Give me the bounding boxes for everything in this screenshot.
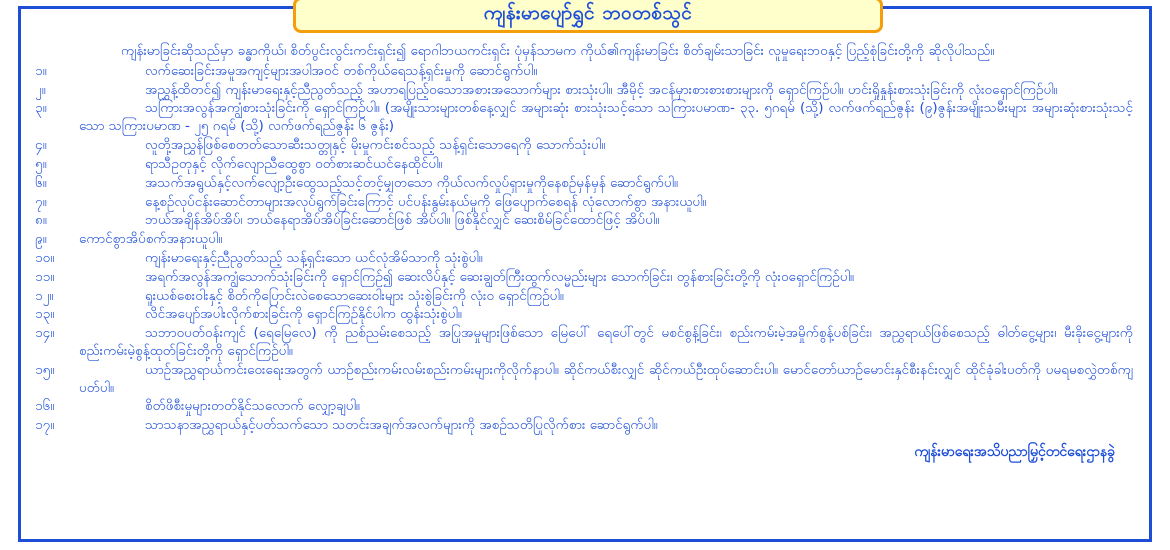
- list-item: [35, 100, 1139, 136]
- list-item-text: သကြားအလွန်အကျွံစားသုံးခြင်းကို ရှောင်ကြဉ်ပါ။ (အမျိုးသားများတစ်နေ့လျှင် အများဆုံး စားသုံးသင့်သော သကြားပမာဏ- ၃၃. ၅ဂရမ် (သို့) လက်ဖက်ရည်ဇွန်း (၉)ဇွန်းအမျိုးသမီးများ အများဆုံးစားသုံးသင့်သော သကြားပမာဏ - ၂၅ ဂရမ် (သို့) လက်ဖက်ရည်ဇွန်း ၆ ဇွန်း): [79, 100, 1133, 135]
- list-item-text: ကောင်စွာအိပ်စက်အနားယူပါ။: [79, 231, 223, 248]
- list-item-number: ၁၀။: [35, 249, 55, 266]
- list-item-number: ၇။: [35, 193, 47, 210]
- list-item-text: ရူးယစ်စေးဝါးနှင့် စိတ်ကိုပြောင်းလဲစေသောဆေးဝါးများ သုံးစွဲခြင်းကို လုံးဝ ရှောင်ကြဉ်ပါ။: [145, 287, 564, 304]
- list-item: [35, 231, 1139, 249]
- list-item-text: လိင်အပျော်အပါးလိုက်စားခြင်းကို ရှောင်ကြဉ်နိုင်ပါက ထွန်းသုံးစွဲပါ။: [145, 306, 462, 323]
- title-banner: [293, 0, 883, 33]
- list-item-text: ကျန်းမာရေးနှင့်ညီညွတ်သည့် သန့်ရှင်းသော ယင်လုံအိမ်သာကို သုံးစွဲပါ။: [145, 249, 483, 266]
- list-item-number: ၉။: [35, 231, 47, 248]
- list-item: [35, 156, 1139, 174]
- list-item-text: ယာဉ်အညွှရာယ်ကင်းဝေးရေးအတွက် ယာဉ်စည်းကမ်းလမ်းစည်းကမ်းများကိုလိုက်နာပါ။ ဆိုင်ကယ်စီးလျှင် ဆိုင်ကယ်ဦးထုပ်ဆောင်းပါ။ မောင်တော်ယာဉ်မောင်းနှင်စီးနင်းလျှင် ထိုင်ခုံခါးပတ်ကို ပမရမစလွှဲတစ်ကျပတ်ပါ။: [79, 361, 1133, 396]
- list-item: [35, 175, 1139, 193]
- document-content: [35, 43, 1139, 533]
- document-signature: ကျန်းမာရေးအသိပညာမြှင့်တင်ရေးဌာနခွဲ: [914, 444, 1115, 461]
- list-item-number: ၁၂။: [35, 287, 54, 304]
- list-item-text: သာသနာအညွှရာယ်နှင့်ပတ်သက်သော သတင်းအချက်အလက်များကို အစဉ်သတိပြုလိုက်စား ဆောင်ရွက်ပါ။: [145, 417, 658, 434]
- list-item-number: ၁၇။: [35, 417, 55, 434]
- list-item-text: သဘာဝပတ်ဝန်းကျင် (ရေမြေလေ) ကို ညစ်ညမ်းစေသည့် အပြုအမှုများဖြစ်သော မြေပေါ် ရေပေါ်တွင် မစင်စွန့်ခြင်း၊ စည်းကမ်းမဲ့အမှိုက်စွန့်ပစ်ခြင်း၊ အညွှရာယ်ဖြစ်စေသည့် ဓါတ်ငွေ့များ၊ မီးခိုးငွေ့များကို စည်းကမ်းမဲ့စွန့်ထုတ်ခြင်းတို့ကို ရှောင်ကြဉ်ပါ။: [79, 325, 1133, 359]
- list-item-number: ၁။: [35, 62, 47, 79]
- list-item-text: အညွှန့်ထိတင်၍ ကျန်းမာရေးနှင့်ညီညွတ်သည့် အဟာရပြည့်ဝသောအစားအသောက်များ စားသုံးပါ။ အီမိုင့် အငန်မှားစားစားစားများကို ရှောင်ကြဉ်ပါ။ ဟင်းရှိုနှုန်းစားသုံးခြင်းကို လုံးဝရှောင်ကြဉ်ပါ။: [145, 81, 1058, 98]
- list-item: [35, 417, 1139, 435]
- list-item: [35, 398, 1139, 416]
- list-item: [35, 212, 1139, 230]
- list-item: [35, 137, 1139, 155]
- list-item: [35, 362, 1139, 398]
- list-item-number: ၃။: [35, 100, 47, 117]
- list-item-number: ၁၃။: [35, 306, 55, 323]
- list-item-number: ၅။: [35, 155, 47, 172]
- list-item: [35, 288, 1139, 306]
- list-item-text: အသက်အရွယ်နှင့်လက်လျော့ဦးထွေသည့်သင့်တင့်မျှတသော ကိုယ်လက်လှုပ်ရှားမှုကိုနေစဉ်မှန်မှန် ဆောင်ရွက်ပါ။: [145, 174, 678, 191]
- page-title: ကျန်းမာပျော်ရွှင် ဘဝတစ်သွင်: [483, 2, 693, 24]
- list-item-number: ၂။: [35, 81, 46, 98]
- list-item-number: ၁၄။: [35, 325, 55, 342]
- document-frame: [18, 2, 1152, 542]
- list-item: [35, 269, 1139, 287]
- list-item-number: ၆။: [35, 174, 47, 191]
- list-item-text: ရာသီဥတုနှင့် လိုက်လျောညီထွေစွာ ဝတ်စားဆင်ယင်နေထိုင်ပါ။: [145, 155, 443, 172]
- list-item-number: ၁၅။: [35, 361, 55, 378]
- list-item: [35, 82, 1139, 100]
- list-item-text: နေ့စဉ်လုပ်ငန်းဆောင်တာများအလုပ်ရွက်ခြင်းကြောင့် ပင်ပန်းနွမ်းနယ်မှုကို ဖြေပျောက်စေရန် လုံလောက်စွာ အနားယူပါ။: [145, 193, 707, 210]
- list-item: [35, 63, 1139, 81]
- list-item-number: ၈။: [35, 212, 47, 229]
- list-item-number: ၁၆။: [35, 398, 55, 415]
- list-item: [35, 306, 1139, 324]
- intro-paragraph: ကျန်းမာခြင်းဆိုသည်မှာ ခန္ဓာကိုယ်၊ စိတ်ပွင်းလွင်းကင်းရှင်း၍ ရောဂါဘယကင်းရှင်း ပုံမှန်သာမက ကိုယ်၏ကျန်းမာခြင်း စိတ်ချမ်းသာခြင်း လူမှုရေးဘဝနှင့် ပြည့်စုံခြင်းတို့ကို ဆိုလိုပါသည်။: [121, 43, 995, 59]
- list-item: [35, 194, 1139, 212]
- list-item: [35, 325, 1139, 361]
- list-item-text: အရက်အလွန်အကျွံသောက်သုံးခြင်းကို ရှောင်ကြဉ်၍ ဆေးလိပ်နှင့် ဆေးချွတ်ကြီးထွက်လမ္မည်းများ သောက်ခြင်း၊ တွန်စားခြင်းတို့ကို လုံးဝရှောင်ကြဉ်ပါ။: [145, 268, 855, 285]
- list-item-text: ဘယ်အချိန်အိပ်အိပ်၊ ဘယ်နေရာအိပ်အိပ်ခြင်းဆောင်ဖြစ် အိပ်ပါ။ ဖြစ်နိုင်လျှင် ဆေးစိမ်ခြင်ထောင်ဖြင့် အိပ်ပါ။: [145, 212, 660, 229]
- list-item-text: စိတ်ဖိစီးမှုများတတ်နိုင်သလောက် လျှော့ချပါ။: [145, 398, 360, 415]
- list-item-text: လူတို့အညွှန်ဖြစ်စေတတ်သောဆီးသတ္တုနှင့် မိုးမှုကင်းစင်သည့် သန့်ရှင်းသောရေကို သောက်သုံးပါ။: [145, 137, 606, 154]
- list-item: [35, 250, 1139, 268]
- list-item-number: ၄။: [35, 137, 47, 154]
- list-item-text: လက်ဆေးခြင်းအမူအကျင့်များအပါအဝင် တစ်ကိုယ်ရေသန့်ရှင်းမှုကို ဆောင်ရွက်ပါ။: [145, 62, 538, 79]
- list-item-number: ၁၁။: [35, 268, 55, 285]
